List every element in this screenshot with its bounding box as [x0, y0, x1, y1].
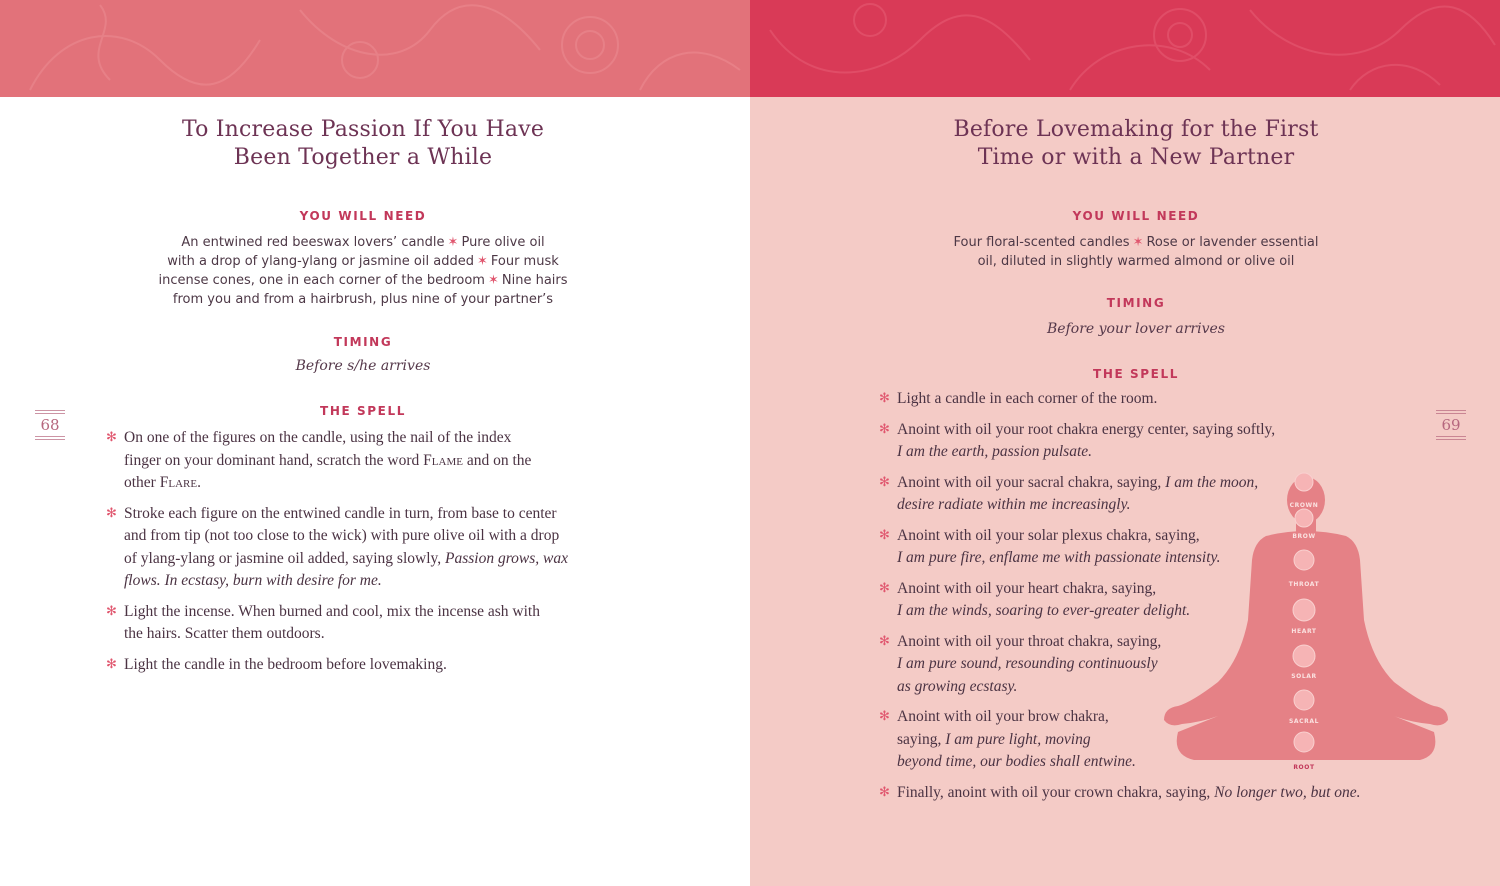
right-page — [750, 0, 1500, 886]
asterisk-icon: ✻ — [879, 633, 890, 649]
title-line: Before Lovemaking for the First — [953, 117, 1319, 142]
asterisk-icon: ✻ — [106, 603, 117, 619]
asterisk-icon: ✻ — [879, 474, 890, 490]
list-item: ✻ Anoint with oil your heart chakra, saying, I am the winds, soaring to ever-greater delight. — [879, 579, 1191, 619]
asterisk-icon: ✻ — [106, 656, 117, 672]
chakra-label: BROW — [1292, 533, 1316, 540]
list-item: ✻ Light the candle in the bedroom before lovemaking. — [106, 654, 606, 677]
star-icon: ✶ — [476, 254, 488, 269]
page-title — [750, 116, 1500, 172]
timing-heading: TIMING — [1106, 296, 1166, 310]
floral-pattern-icon — [750, 0, 1500, 97]
star-icon: ✶ — [487, 273, 499, 288]
asterisk-icon: ✻ — [879, 527, 890, 543]
chakra-label: SACRAL — [1288, 718, 1320, 725]
need-heading: YOU WILL NEED — [1072, 209, 1200, 223]
list-item: ✻ Anoint with oil your solar plexus chakra, saying, I am pure fire, enflame me with passionate intensity. — [879, 526, 1221, 566]
list-item: ✻ Anoint with oil your brow chakra, saying, I am pure light, moving beyond time, our bodies shall entwine. — [879, 708, 1136, 770]
asterisk-icon: ✻ — [106, 505, 117, 521]
title-line: Been Together a While — [233, 145, 493, 170]
decorative-header-band — [0, 0, 750, 97]
timing-text: Before s/he arrives — [295, 358, 431, 374]
timing-heading: TIMING — [333, 335, 393, 349]
list-item: ✻ Anoint with oil your throat chakra, saying, I am pure sound, resounding continuously as growing ecstasy. — [879, 632, 1162, 695]
page-title — [0, 116, 726, 172]
spell-steps — [106, 427, 606, 684]
asterisk-icon: ✻ — [879, 580, 890, 596]
asterisk-icon: ✻ — [879, 784, 890, 800]
list-item: ✻ Anoint with oil your sacral chakra, saying, I am the moon, desire radiate within me increasingly. — [879, 473, 1259, 513]
asterisk-icon: ✻ — [879, 709, 890, 724]
asterisk-icon: ✻ — [879, 421, 890, 437]
ingredients-line: with a drop of ylang-ylang or jasmine oil added ✶ Four musk — [167, 254, 559, 269]
asterisk-icon: ✻ — [879, 391, 890, 406]
spell-heading: THE SPELL — [320, 404, 406, 418]
timing-text: Before your lover arrives — [1047, 321, 1225, 337]
list-item: ✻ Anoint with oil your root chakra energy center, saying softly, I am the earth, passion pulsate. — [879, 420, 1276, 460]
chakra-label: HEART — [1291, 628, 1317, 635]
ingredients-line: Four floral-scented candles ✶ Rose or lavender essential — [953, 235, 1319, 250]
list-item: ✻ Light a candle in each corner of the room. — [879, 388, 1419, 411]
star-icon: ✶ — [447, 235, 459, 250]
chakra-label: CROWN — [1289, 502, 1319, 509]
ingredients-line: from you and from a hairbrush, plus nine of your partner’s — [172, 292, 554, 307]
title-line: To Increase Passion If You Have — [181, 117, 545, 142]
list-item: ✻ Stroke each figure on the entwined candle in turn, from base to center and from tip (not too close to the wick) with pure olive oil with a drop of ylang-ylang or jasmine oil added, saying slowly, Passion grows, wax flows. In ecstasy, burn with desire for me. — [106, 504, 569, 589]
list-item: ✻ On one of the figures on the candle, using the nail of the index finger on your dominant hand, scratch the word Flame and on the other Flare. — [106, 429, 532, 491]
spell-heading: THE SPELL — [1093, 367, 1179, 381]
page-number: 69 — [1436, 408, 1466, 442]
spell-steps — [879, 388, 1419, 812]
chakra-label: SOLAR — [1291, 673, 1317, 680]
ingredients-list — [0, 233, 726, 309]
ingredients-line: An entwined red beeswax lovers’ candle ✶ Pure olive oil — [181, 235, 545, 250]
chakra-label: THROAT — [1288, 581, 1320, 588]
floral-pattern-icon — [0, 0, 750, 97]
ingredients-line: oil, diluted in slightly warmed almond or olive oil — [977, 254, 1295, 269]
asterisk-icon: ✻ — [106, 430, 117, 445]
ingredients-list — [750, 233, 1500, 271]
list-item: ✻ Finally, anoint with oil your crown chakra, saying, No longer two, but one. — [879, 782, 1419, 805]
page-number: 68 — [35, 408, 65, 442]
title-line: Time or with a New Partner — [977, 145, 1295, 170]
need-heading: YOU WILL NEED — [299, 209, 427, 223]
list-item: ✻ Light the incense. When burned and cool, mix the incense ash with the hairs. Scatter them outdoors. — [106, 602, 540, 642]
chakra-label: ROOT — [1293, 764, 1315, 771]
ingredients-line: incense cones, one in each corner of the bedroom ✶ Nine hairs — [158, 273, 568, 288]
star-icon: ✶ — [1132, 235, 1144, 250]
decorative-header-band — [750, 0, 1500, 97]
